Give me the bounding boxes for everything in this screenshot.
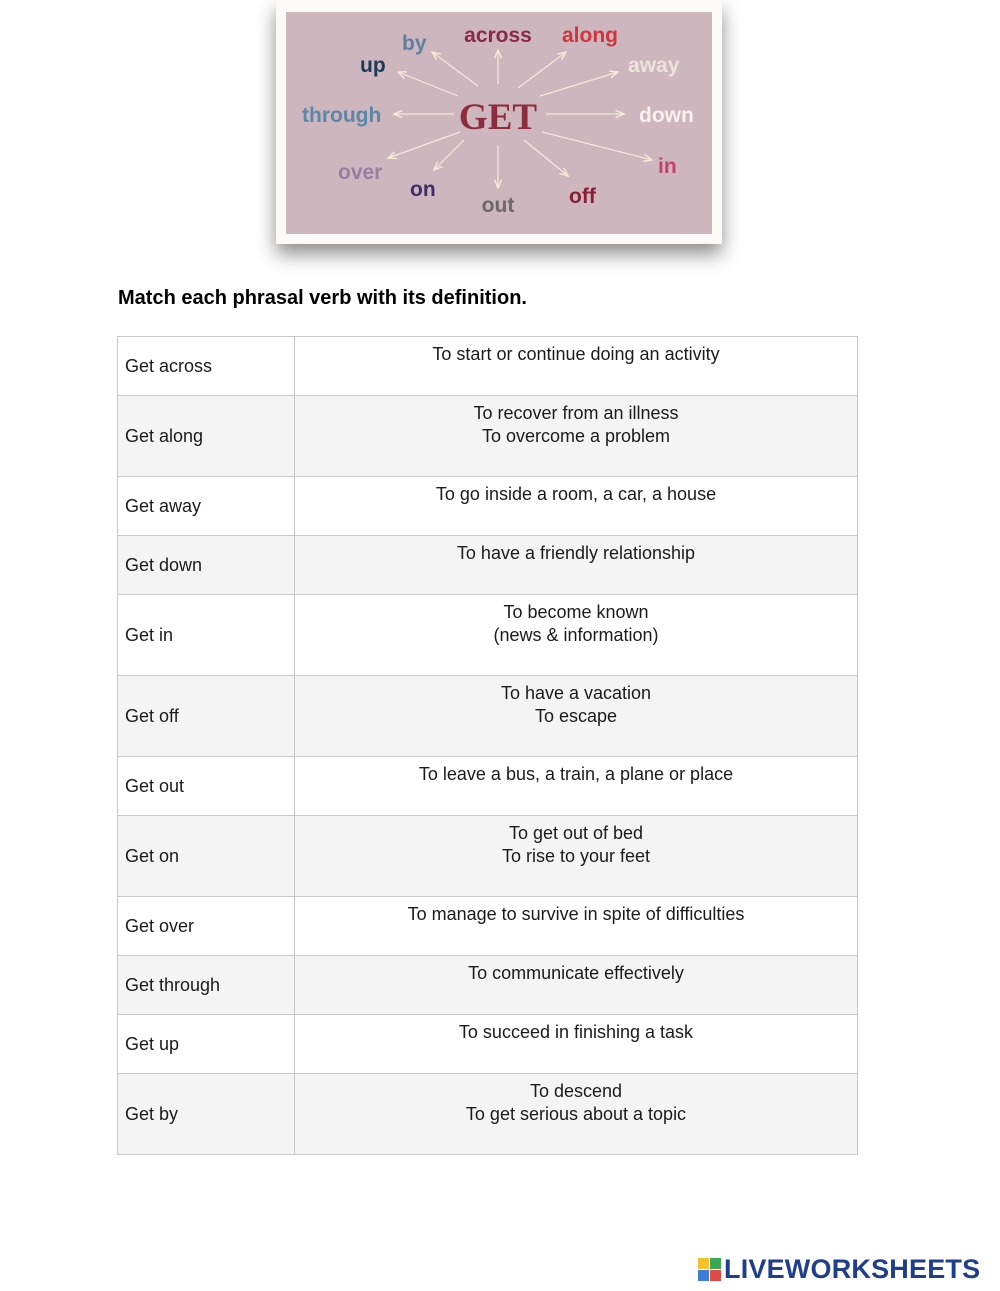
definition-line: To leave a bus, a train, a plane or place	[418, 764, 734, 784]
definition-line: To succeed in finishing a task	[458, 1022, 694, 1042]
phrasal-verb-cell: Get off	[118, 676, 295, 757]
definition-cell[interactable]	[295, 1015, 858, 1074]
arrow-up	[398, 72, 458, 96]
definition-cell[interactable]	[295, 956, 858, 1015]
definition-cell[interactable]	[295, 816, 858, 897]
matching-table	[117, 336, 858, 1155]
definition-line: (news & information)	[493, 625, 659, 645]
definition-line: To have a vacation	[500, 683, 652, 703]
definition-line: To become known	[503, 602, 649, 622]
definition-cell[interactable]	[295, 396, 858, 477]
definition-line: To go inside a room, a car, a house	[435, 484, 717, 504]
table-row	[118, 396, 858, 477]
table-row	[118, 337, 858, 396]
word-away: away	[628, 54, 680, 77]
table-row	[118, 1074, 858, 1155]
definition-line: To descend	[529, 1081, 623, 1101]
table-row	[118, 816, 858, 897]
phrasal-verb-cell: Get over	[118, 897, 295, 956]
word-out: out	[481, 194, 515, 217]
definition-cell[interactable]	[295, 337, 858, 396]
table-row	[118, 595, 858, 676]
phrasal-verb-cell: Get along	[118, 396, 295, 477]
liveworksheets-brand[interactable]	[698, 1253, 980, 1285]
arrow-off	[524, 140, 568, 176]
definition-line: To have a friendly relationship	[456, 543, 696, 563]
word-across: across	[464, 24, 532, 47]
phrasal-verb-cell: Get by	[118, 1074, 295, 1155]
phrasal-verb-cell: Get down	[118, 536, 295, 595]
definition-cell[interactable]	[295, 1074, 858, 1155]
phrasal-verb-cell: Get out	[118, 757, 295, 816]
definition-cell[interactable]	[295, 897, 858, 956]
definition-line: To get serious about a topic	[465, 1104, 687, 1124]
table-row	[118, 477, 858, 536]
brand-name: LIVEWORKSHEETS	[724, 1253, 981, 1284]
arrow-on	[434, 140, 464, 170]
table-row	[118, 897, 858, 956]
word-down: down	[639, 104, 694, 127]
phrasal-verb-cell: Get across	[118, 337, 295, 396]
phrasal-verb-cell: Get on	[118, 816, 295, 897]
definition-cell[interactable]	[295, 757, 858, 816]
definition-cell[interactable]	[295, 536, 858, 595]
word-in: in	[658, 155, 677, 178]
phrasal-verb-cell: Get away	[118, 477, 295, 536]
word-on: on	[410, 178, 436, 201]
center-word-get: GET	[458, 97, 538, 138]
liveworksheets-logo-icon	[698, 1258, 721, 1281]
word-along: along	[562, 24, 618, 47]
definition-line: To recover from an illness	[473, 403, 679, 423]
definition-line: To escape	[534, 706, 618, 726]
instruction-heading: Match each phrasal verb with its definition.	[118, 287, 527, 309]
arrow-in	[542, 132, 652, 160]
phrasal-verb-cell: Get in	[118, 595, 295, 676]
definition-line: To communicate effectively	[468, 963, 684, 983]
definition-line: To rise to your feet	[501, 846, 651, 866]
definition-cell[interactable]	[295, 595, 858, 676]
word-up: up	[360, 54, 386, 77]
table-row	[118, 757, 858, 816]
table-row	[118, 536, 858, 595]
definition-line: To overcome a problem	[481, 426, 671, 446]
table-row	[118, 1015, 858, 1074]
definition-cell[interactable]	[295, 477, 858, 536]
arrow-along	[518, 52, 566, 88]
word-over: over	[338, 161, 383, 184]
definition-line: To manage to survive in spite of difficulties	[407, 904, 745, 924]
table-row	[118, 676, 858, 757]
arrow-by	[432, 52, 478, 86]
definition-cell[interactable]	[295, 676, 858, 757]
definition-line: To start or continue doing an activity	[432, 344, 720, 364]
word-by: by	[402, 32, 427, 55]
word-through: through	[302, 104, 382, 127]
phrasal-verb-cell: Get up	[118, 1015, 295, 1074]
word-off: off	[569, 185, 596, 208]
arrow-away	[540, 72, 618, 96]
phrasal-verb-word-map	[276, 0, 722, 244]
table-row	[118, 956, 858, 1015]
phrasal-verb-cell: Get through	[118, 956, 295, 1015]
definition-line: To get out of bed	[508, 823, 644, 843]
word-map-diagram	[276, 0, 722, 244]
